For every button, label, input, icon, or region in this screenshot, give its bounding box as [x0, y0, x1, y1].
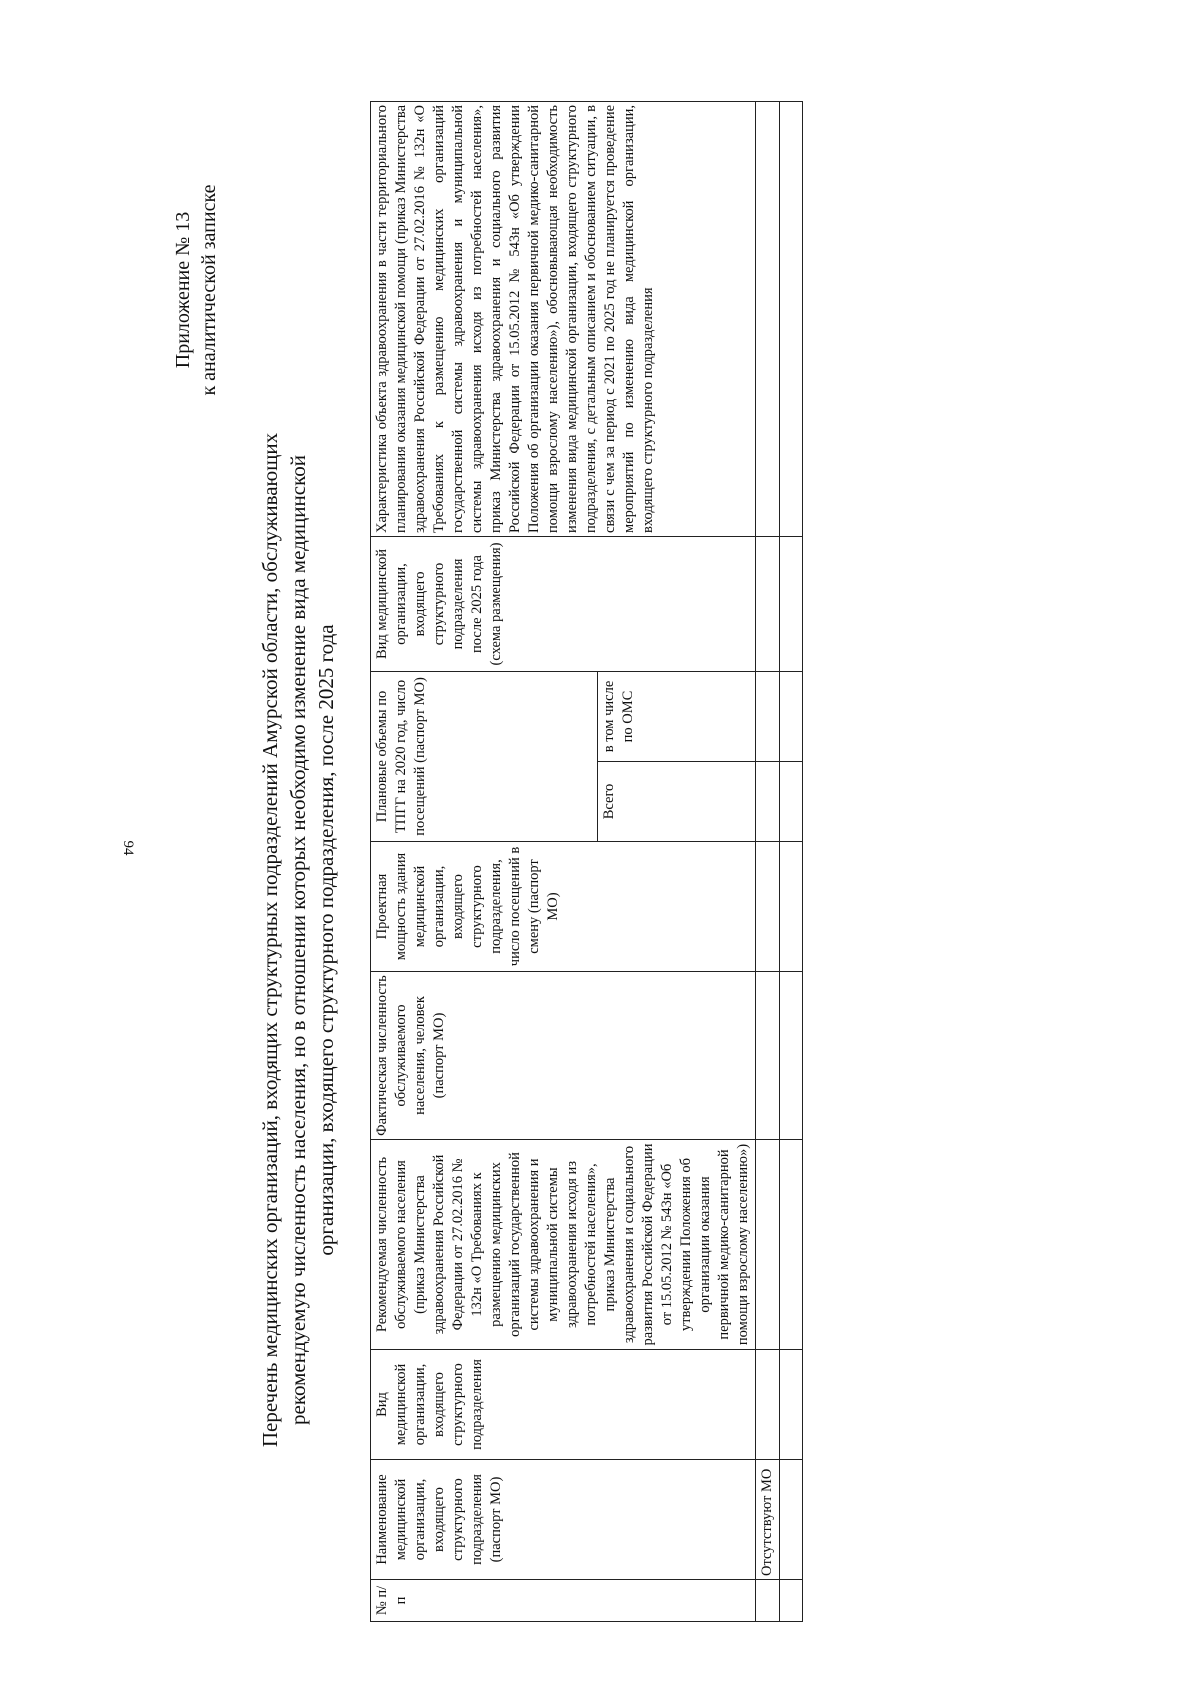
document-title: [256, 240, 340, 1640]
table-row: [756, 101, 780, 1621]
row-cell: [756, 1140, 780, 1350]
header-type: Вид медицинской организации, входящего структурного подразделения: [371, 1350, 756, 1460]
row-num: [756, 1580, 780, 1622]
table-row-empty: [780, 101, 803, 1621]
row-cell: [780, 536, 803, 671]
header-planned-oms: в том числе по ОМС: [598, 671, 756, 761]
header-actual: Фактическая численность обслуживаемого населения, человек (паспорт МО): [371, 972, 756, 1140]
row-cell: [780, 1350, 803, 1460]
header-planned-total: Всего: [598, 762, 756, 842]
row-cell: [780, 101, 803, 536]
header-recommended: Рекомендуемая численность обслуживаемого населения (приказ Министерства здравоохранения Российской Федерации от 27.02.2016 № 132н «О Требованиях к размещению медицинских организаций государственной системы здравоохранения и муниципальной системы здравоохранения исходя из потребностей населения», приказ Министерства здравоохранения и социального развития Российской Федерации от 15.05.2012 № 543н «Об утверждении Положения об организации оказания первичной медико-санитарной помощи взрослому населению»): [371, 1140, 756, 1350]
rotated-landscape-page: [160, 104, 1060, 1680]
row-cell: [756, 972, 780, 1140]
row-cell: [756, 671, 780, 761]
row-cell: [756, 762, 780, 842]
row-cell: [756, 1350, 780, 1460]
appendix-caption: к аналитической записке: [198, 184, 220, 396]
title-line-1: Перечень медицинских организаций, входящих структурных подразделений Амурской области, обслуживающих: [258, 432, 282, 1448]
row-cell: [780, 842, 803, 972]
header-characteristic: Характеристика объекта здравоохранения в части территориального планирования оказания медицинской помощи (приказ Министерства здравоохранения Российской Федерации от 27.02.2016 № 132н «О Требованиях к размещению медицинских организаций государственной системы здравоохранения и муниципальной системы здравоохранения исходя из потребностей населения», приказ Министерства здравоохранения и социального развития Российской Федерации от 15.05.2012 № 543н «Об утверждении Положения об организации оказания первичной медико-санитарной помощи взрослому населению»), обосновывающая необходимость изменения вида медицинской организации, входящего структурного подразделения, с детальным описанием и обоснованием ситуации, в связи с чем за период с 2021 по 2025 год не планируется проведение мероприятий по изменению вида медицинской организации, входящего структурного подразделения: [371, 101, 756, 536]
header-capacity: Проектная мощность здания медицинской организации, входящего структурного подразделения, число посещений в смену (паспорт МО): [371, 842, 756, 972]
header-after-2025: Вид медицинской организации, входящего структурного подразделения после 2025 года (схема размещения): [371, 536, 756, 671]
row-cell: [780, 1580, 803, 1622]
header-num: № п/п: [371, 1580, 756, 1622]
row-cell: [756, 536, 780, 671]
row-cell: [756, 101, 780, 536]
row-cell: [780, 671, 803, 761]
page-number: 94: [120, 840, 136, 856]
organizations-table: [370, 101, 803, 1622]
row-cell: [780, 1140, 803, 1350]
row-cell: [756, 842, 780, 972]
title-line-3: организации, входящего структурного подразделения, после 2025 года: [314, 624, 338, 1256]
header-planned: Плановые объемы по ТПГГ на 2020 год, число посещений (паспорт МО): [371, 671, 598, 841]
appendix-number: Приложение № 13: [172, 211, 194, 369]
header-name: Наименование медицинской организации, входящего структурного подразделения (паспорт МО): [371, 1460, 756, 1580]
row-name: Отсутствуют МО: [756, 1460, 780, 1580]
row-cell: [780, 762, 803, 842]
row-cell: [780, 1460, 803, 1580]
row-cell: [780, 972, 803, 1140]
appendix-label: [170, 140, 222, 440]
table-header-row: [371, 101, 598, 1621]
title-line-2: рекомендуемую численность населения, но в отношении которых необходимо изменение вида медицинской: [286, 455, 310, 1425]
